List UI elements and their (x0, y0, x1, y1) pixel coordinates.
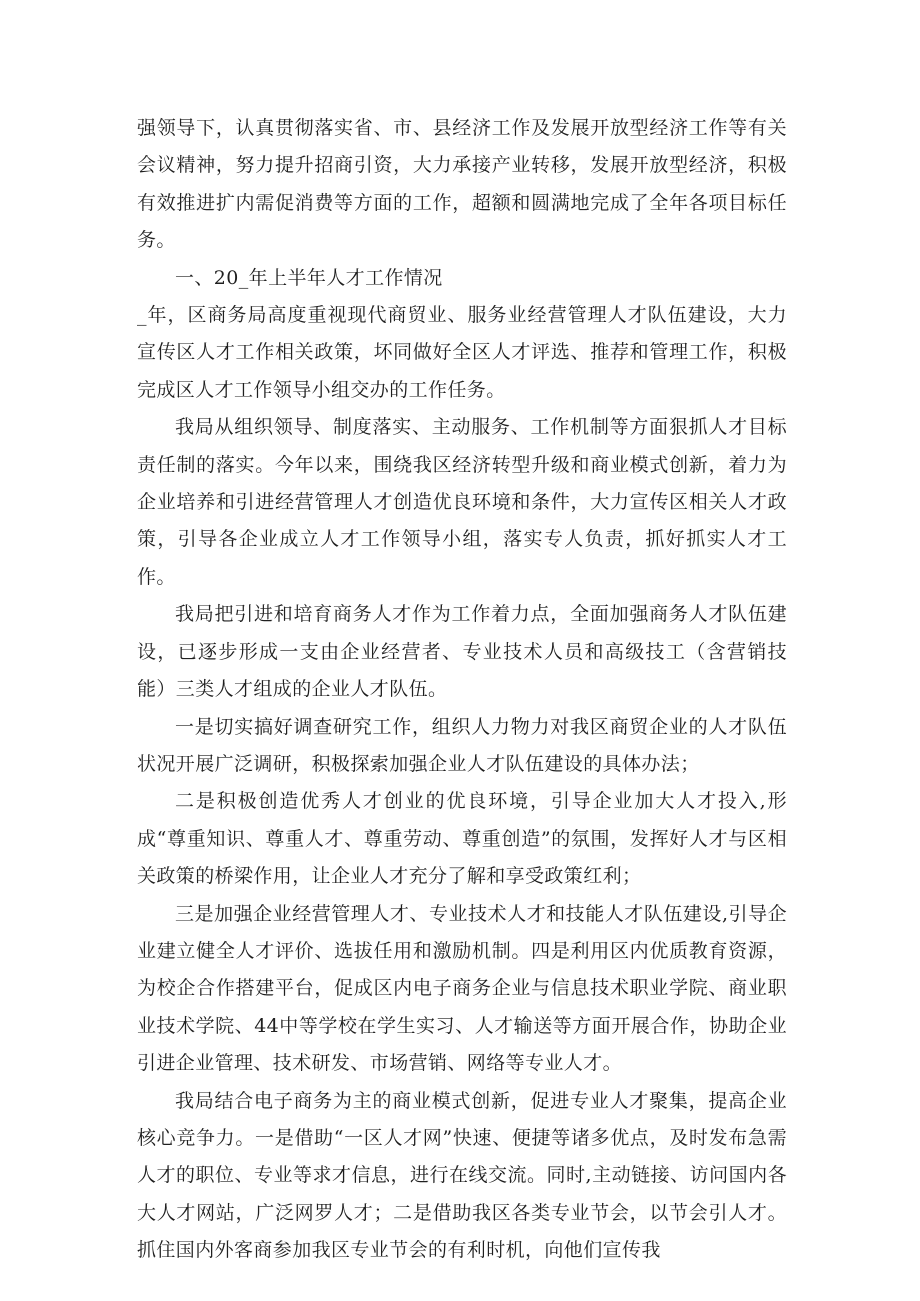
section-heading: 一、20_年上半年人才工作情况 (175, 266, 443, 289)
paragraph: 我局把引进和培育商务人才作为工作着力点，全面加强商务人才队伍建设，已逐步形成一支由企业经营者、专业技术人员和高级技工（含营销技能）三类人才组成的企业人才队伍。 (137, 603, 787, 701)
paragraph: 一是切实搞好调查研究工作，组织人力物力对我区商贸企业的人才队伍状况开展广泛调研，积极探索加强企业人才队伍建设的具体办法； (137, 715, 787, 775)
paragraph: 我局从组织领导、制度落实、主动服务、工作机制等方面狠抓人才目标责任制的落实。今年以来，围绕我区经济转型升级和商业模式创新，着力为企业培养和引进经营管理人才创造优良环境和条件，大力宣传区相关人才政策，引导各企业成立人才工作领导小组，落实专人负责，抓好抓实人才工作。 (137, 416, 787, 588)
paragraph: _年，区商务局高度重视现代商贸业、服务业经营管理人才队伍建设，大力宣传区人才工作相关政策，坏同做好全区人才评选、推荐和管理工作，积极完成区人才工作领导小组交办的工作任务。 (137, 304, 787, 401)
paragraph: 三是加强企业经营管理人才、专业技术人才和技能人才队伍建设,引导企业建立健全人才评价、选拔任用和激励机制。四是利用区内优质教育资源，为校企合作搭建平台，促成区内电子商务企业与信息技术职业学院、商业职业技术学院、44中等学校在学生实习、人才输送等方面开展合作，协助企业引进企业管理、技术研发、市场营销、网络等专业人才。 (137, 902, 787, 1075)
paragraph: 二是积极创造优秀人才创业的优良环境，引导企业加大人才投入,形成“尊重知识、尊重人才、尊重劳动、尊重创造”的氛围，发挥好人才与区相关政策的桥梁作用，让企业人才充分了解和享受政策红利； (137, 790, 787, 888)
document-body (137, 110, 787, 1270)
paragraph: 强领导下，认真贯彻落实省、市、县经济工作及发展开放型经济工作等有关会议精神，努力提升招商引资，大力承接产业转移，发展开放型经济，积极有效推进扩内需促消费等方面的工作，超额和圆满地完成了全年各项目标任务。 (137, 117, 787, 252)
paragraph: 我局结合电子商务为主的商业模式创新，促进专业人才聚集，提高企业核心竞争力。一是借助“一区人才网”快速、便捷等诸多优点，及时发布急需人才的职位、专业等求才信息，进行在线交流。同时,主动链接、访问国内各大人才网站，广泛网罗人才；二是借助我区各类专业节会，以节会引人才。抓住国内外客商参加我区专业节会的有利时机，向他们宣传我 (137, 1089, 787, 1262)
